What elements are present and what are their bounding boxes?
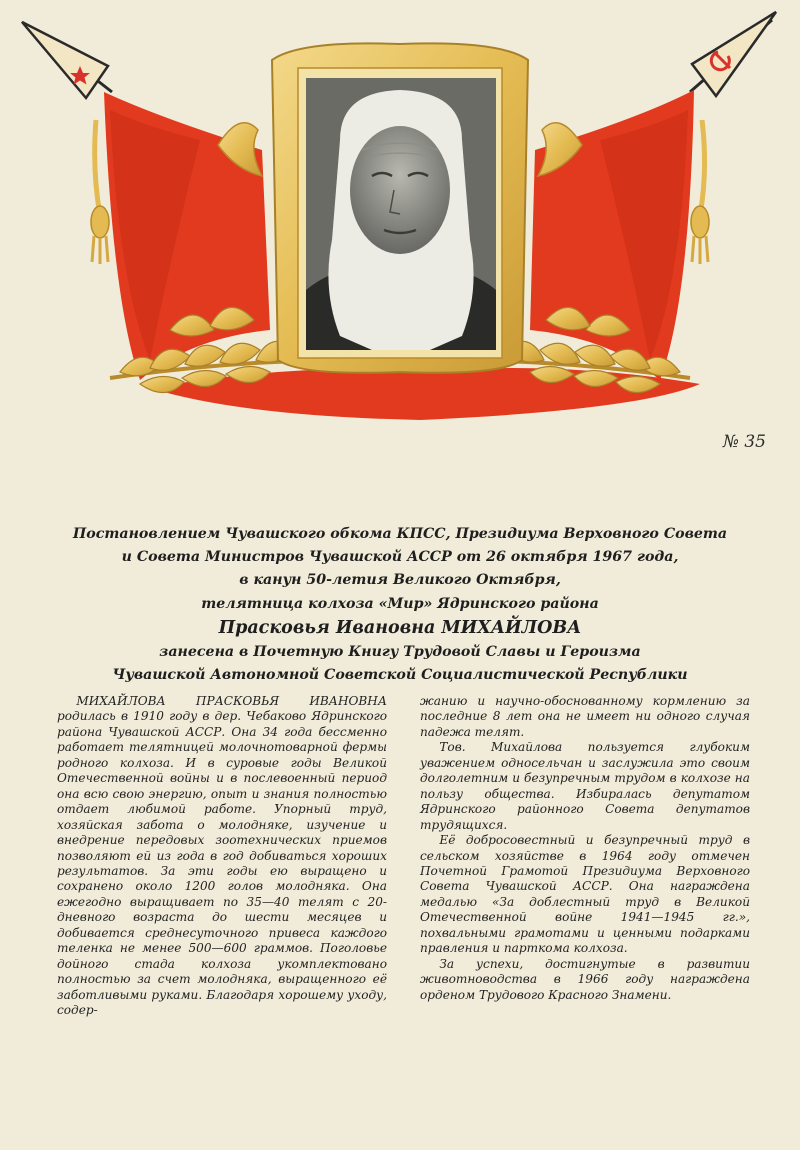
portrait-photo [306,78,496,350]
biography-paragraph: Тов. Михайлова пользуется глубоким уважением односельчан и заслужила это своим долголетним и безупречным трудом в колхозе на пользу общества. Избиралась депутатом Ядринского районного Совета депутатов трудящихся. [420,740,750,832]
emblem-illustration [0,0,800,440]
resolution-line: телятница колхоза «Мир» Ядринского района [201,595,599,612]
resolution-line: Постановлением Чувашского обкома КПСС, Президиума Верховного Совета [72,526,728,542]
resolution-text [40,523,760,687]
resolution-line: Чувашской Автономной Советской Социалистической Республики [112,667,688,684]
right-spear-tip [692,12,776,96]
biography-paragraph: За успехи, достигнутые в развитии животноводства в 1966 году награждена орденом Трудового Красного Знамени. [420,956,750,1002]
biography-column-right [420,694,750,1003]
page-number: № 35 [722,432,766,452]
left-spear-tip [22,22,108,98]
person-name: Прасковья Ивановна МИХАЙЛОВА [218,617,582,638]
biography-column-left [57,694,387,1019]
biography-paragraph: Её добросовестный и безупречный труд в сельском хозяйстве в 1964 году отмечен Почетной Грамотой Президиума Верховного Совета Чувашской АССР. Она награждена медалью «За доблестный труд в Великой Отечественной войне 1941—1945 гг.», похвальными грамотами и ценными подарками правления и парткома колхоза. [420,833,750,956]
biography-paragraph: жанию и научно-обоснованному кормлению за последние 8 лет она не имеет ни одного случая падежа телят. [420,694,750,739]
resolution-line: и Совета Министров Чувашской АССР от 26 октября 1967 года, [121,549,679,566]
resolution-line: занесена в Почетную Книгу Трудовой Славы и Героизма [159,643,641,660]
resolution-line: в канун 50-летия Великого Октября, [239,572,561,589]
biography-paragraph: МИХАЙЛОВА ПРАСКОВЬЯ ИВАНОВНА родилась в 1910 году в дер. Чебаково Ядринского района Чувашской АССР. Она 34 года бессменно работает телятницей молочнотоварной фермы родного колхоза. И в суровые годы Великой Отечественной войны и в послевоенный период она всю свою энергию, опыт и знания полностью отдает любимой работе. Упорный труд, хозяйская забота о молодняке, изучение и внедрение передовых зоотехнических приемов позволяют ей из года в год добиваться хороших результатов. За эти годы ею выращено и сохранено около 1200 голов молодняка. Она ежегодно выращивает по 35—40 телят с 20-дневного возраста до шести месяцев и добивается среднесуточного привеса каждого теленка не менее 500—600 граммов. Поголовье дойного стада колхоза укомплектовано полностью за счет молодняка, выращенного её заботливыми руками. Благодаря хорошему уходу, содер- [57,694,387,1018]
